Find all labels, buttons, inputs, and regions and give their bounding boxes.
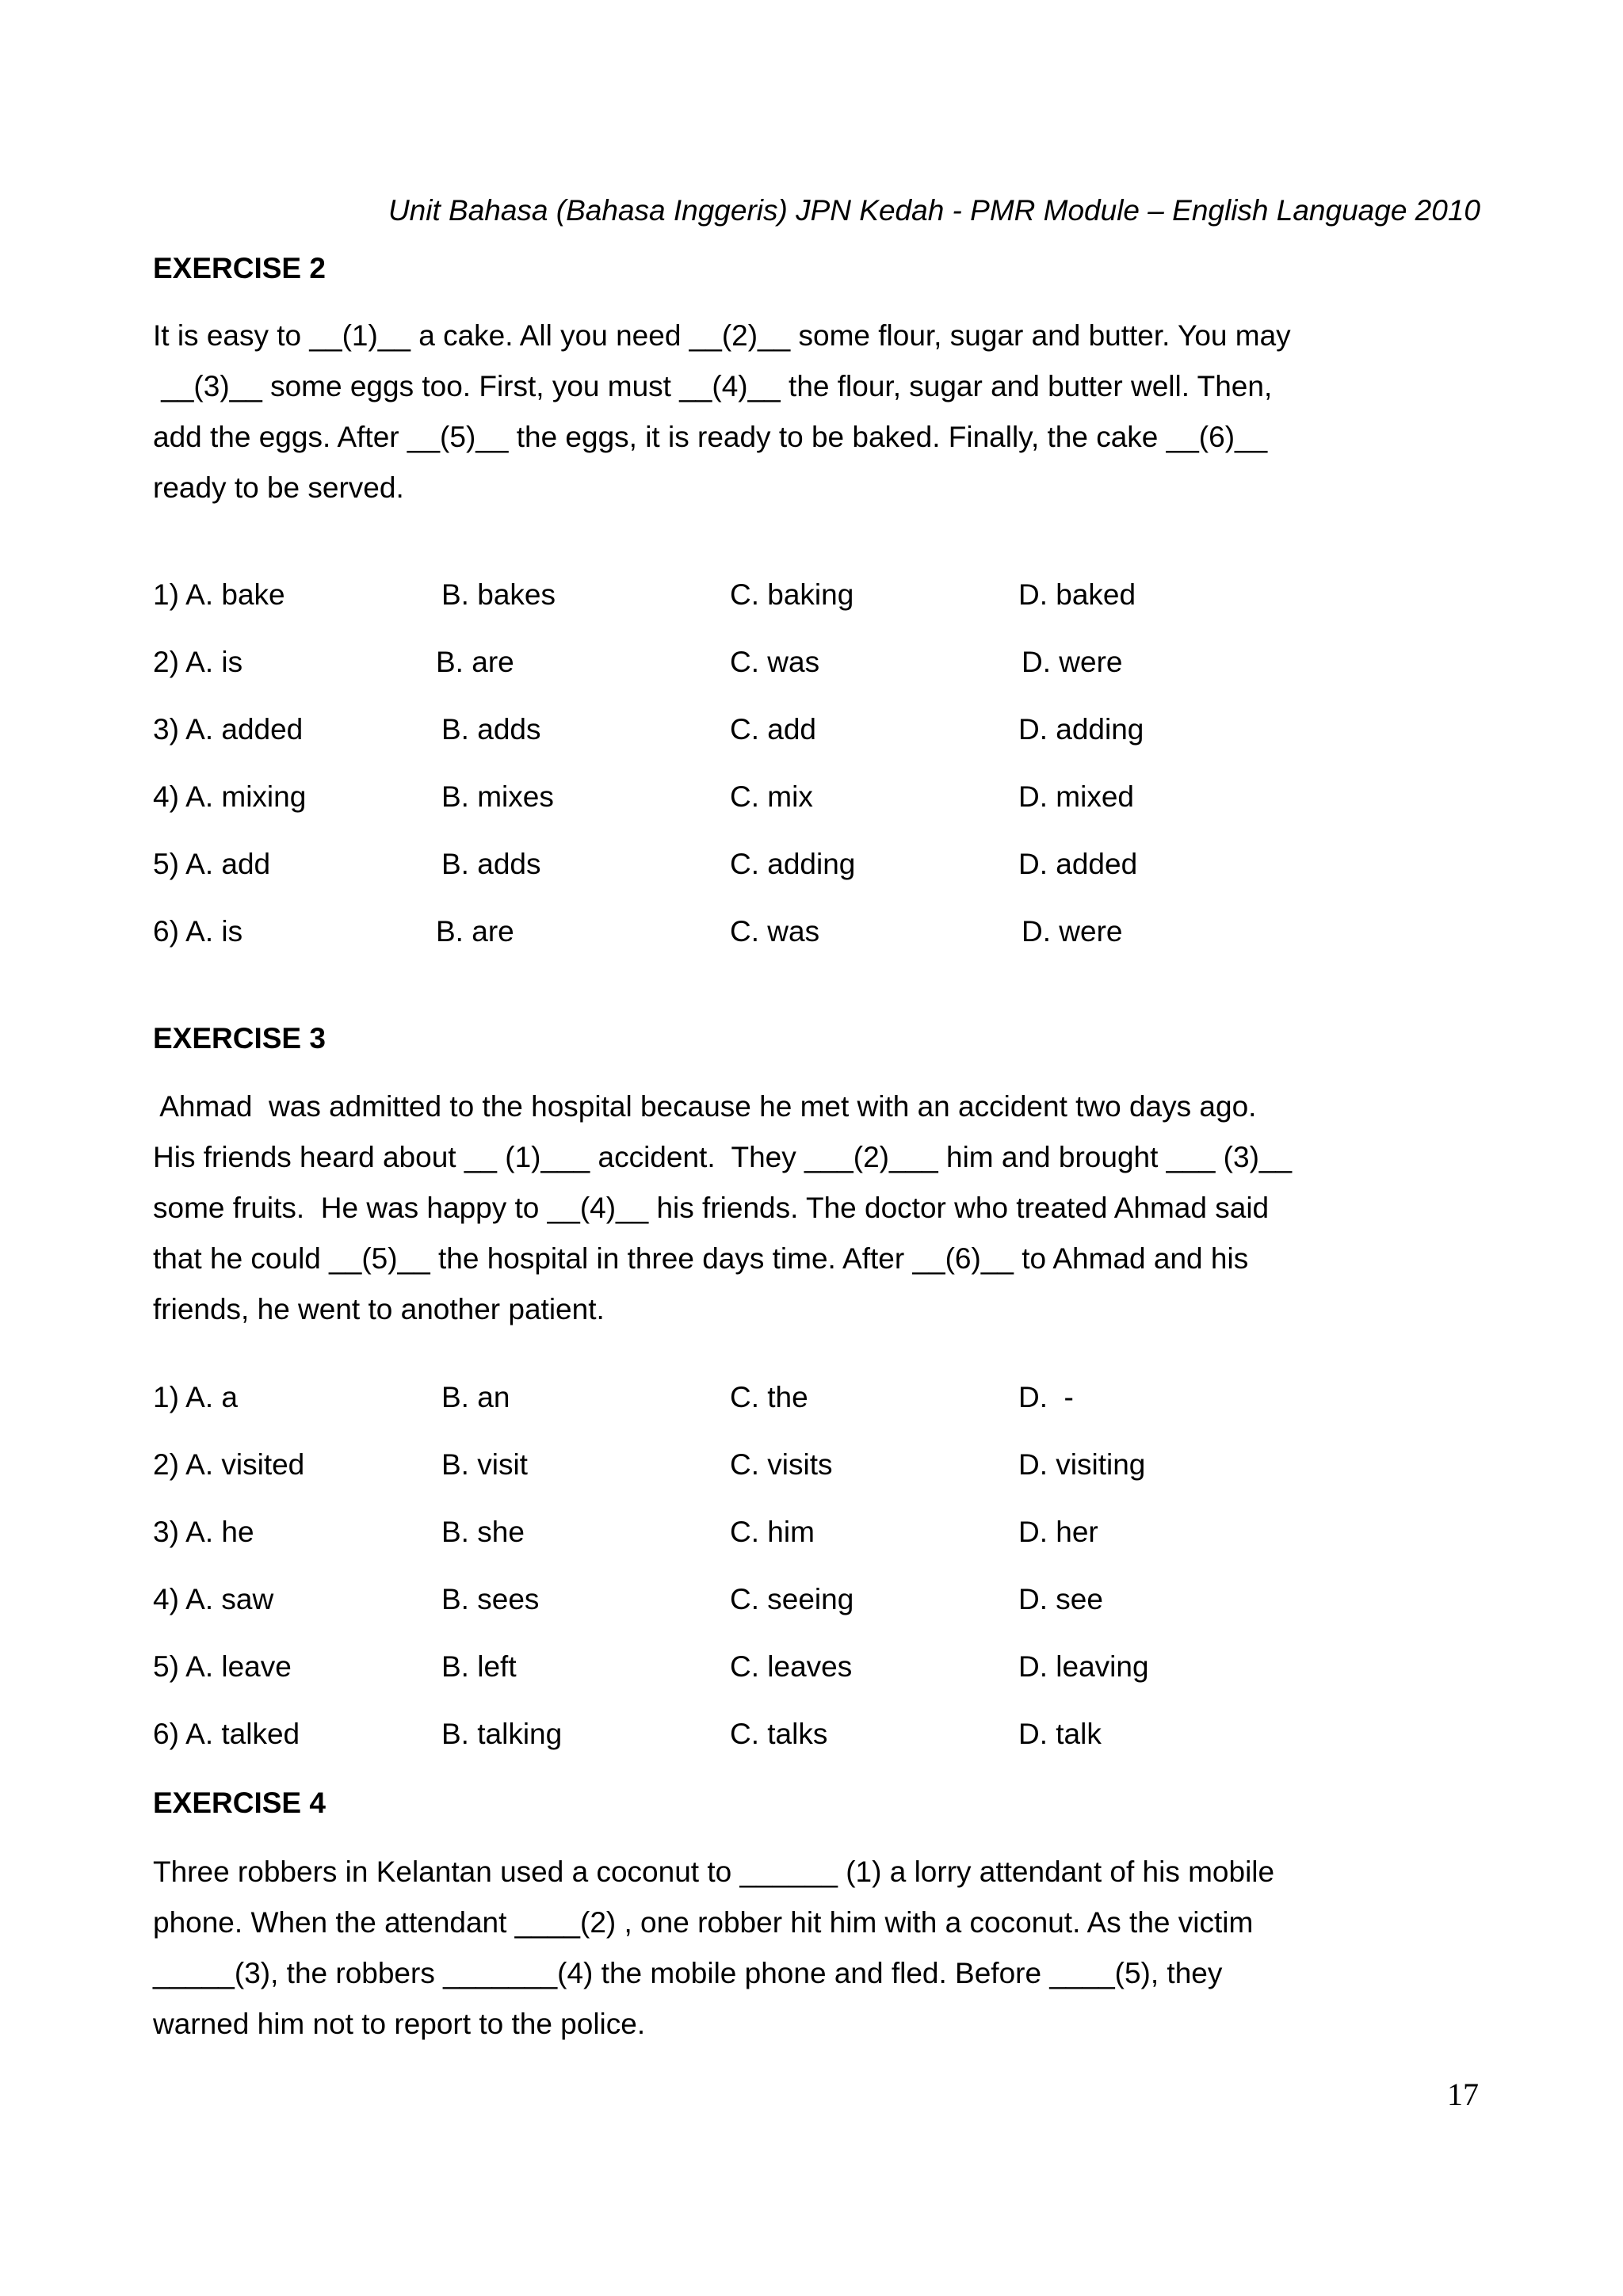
option-d: D. adding [1018, 713, 1144, 746]
option-a: 6) A. talked [153, 1718, 300, 1750]
passage-line: phone. When the attendant ____(2) , one robber hit him with a coconut. As the victim [153, 1906, 1254, 1939]
option-row [0, 1516, 1623, 1555]
passage-line: some fruits. He was happy to __(4)__ his friends. The doctor who treated Ahmad said [153, 1192, 1270, 1224]
exercise-3-heading: EXERCISE 3 [153, 1022, 326, 1055]
option-c: C. adding [730, 848, 856, 880]
option-a: 4) A. mixing [153, 780, 307, 813]
option-row [0, 713, 1623, 753]
option-d: D. see [1018, 1583, 1103, 1615]
option-row [0, 578, 1623, 618]
option-b: B. are [436, 915, 514, 948]
option-a: 3) A. added [153, 713, 304, 746]
option-a: 2) A. is [153, 646, 243, 678]
option-c: C. him [730, 1516, 815, 1548]
option-b: B. talking [441, 1718, 563, 1750]
page-header: Unit Bahasa (Bahasa Inggeris) JPN Kedah - PMR Module – English Language 2010 [388, 194, 1480, 227]
page-number: 17 [1447, 2077, 1479, 2112]
option-d: D. - [1018, 1381, 1074, 1413]
option-c: C. leaves [730, 1650, 853, 1683]
option-c: C. talks [730, 1718, 828, 1750]
option-b: B. left [441, 1650, 517, 1683]
passage-line: It is easy to __(1)__ a cake. All you need __(2)__ some flour, sugar and butter. You may [153, 319, 1291, 352]
option-row [0, 780, 1623, 820]
option-d: D. baked [1018, 578, 1136, 611]
option-c: C. baking [730, 578, 854, 611]
option-a: 5) A. add [153, 848, 271, 880]
option-d: D. her [1018, 1516, 1098, 1548]
option-c: C. visits [730, 1448, 833, 1481]
option-b: B. sees [441, 1583, 540, 1615]
option-d: D. visiting [1018, 1448, 1146, 1481]
option-row [0, 646, 1623, 685]
passage-line: add the eggs. After __(5)__ the eggs, it is ready to be baked. Finally, the cake __(6)__ [153, 421, 1268, 453]
option-b: B. are [436, 646, 514, 678]
passage-line: ready to be served. [153, 471, 404, 504]
option-b: B. adds [441, 713, 541, 746]
option-d: D. mixed [1018, 780, 1134, 813]
option-b: B. visit [441, 1448, 528, 1481]
option-row [0, 1381, 1623, 1421]
option-a: 3) A. he [153, 1516, 254, 1548]
option-a: 5) A. leave [153, 1650, 292, 1683]
option-row [0, 1583, 1623, 1623]
exercise-2-heading: EXERCISE 2 [153, 252, 326, 284]
passage-line: that he could __(5)__ the hospital in three days time. After __(6)__ to Ahmad and his [153, 1242, 1249, 1275]
passage-line: warned him not to report to the police. [153, 2008, 646, 2040]
passage-line: Three robbers in Kelantan used a coconut to ______ (1) a lorry attendant of his mobile [153, 1855, 1275, 1888]
option-a: 6) A. is [153, 915, 243, 948]
option-row [0, 1650, 1623, 1690]
option-a: 4) A. saw [153, 1583, 274, 1615]
option-a: 1) A. a [153, 1381, 238, 1413]
option-row [0, 915, 1623, 955]
option-row [0, 1448, 1623, 1488]
option-d: D. were [1022, 915, 1123, 948]
passage-line: friends, he went to another patient. [153, 1293, 605, 1325]
option-row [0, 848, 1623, 887]
option-b: B. adds [441, 848, 541, 880]
option-b: B. an [441, 1381, 510, 1413]
passage-line: _____(3), the robbers _______(4) the mobile phone and fled. Before ____(5), they [153, 1957, 1223, 1989]
option-c: C. the [730, 1381, 808, 1413]
option-row [0, 1718, 1623, 1757]
exercise-4-heading: EXERCISE 4 [153, 1787, 326, 1819]
passage-line: Ahmad was admitted to the hospital because he met with an accident two days ago. [153, 1090, 1257, 1123]
option-c: C. seeing [730, 1583, 854, 1615]
option-b: B. she [441, 1516, 525, 1548]
option-a: 2) A. visited [153, 1448, 305, 1481]
option-d: D. were [1022, 646, 1123, 678]
option-c: C. add [730, 713, 817, 746]
option-b: B. bakes [441, 578, 556, 611]
option-c: C. was [730, 646, 820, 678]
option-d: D. talk [1018, 1718, 1102, 1750]
option-d: D. added [1018, 848, 1138, 880]
option-b: B. mixes [441, 780, 554, 813]
passage-line: __(3)__ some eggs too. First, you must __(4)__ the flour, sugar and butter well. Then, [153, 370, 1273, 402]
option-a: 1) A. bake [153, 578, 285, 611]
passage-line: His friends heard about __ (1)___ accident. They ___(2)___ him and brought ___ (3)__ [153, 1141, 1293, 1173]
option-c: C. mix [730, 780, 813, 813]
option-d: D. leaving [1018, 1650, 1149, 1683]
option-c: C. was [730, 915, 820, 948]
